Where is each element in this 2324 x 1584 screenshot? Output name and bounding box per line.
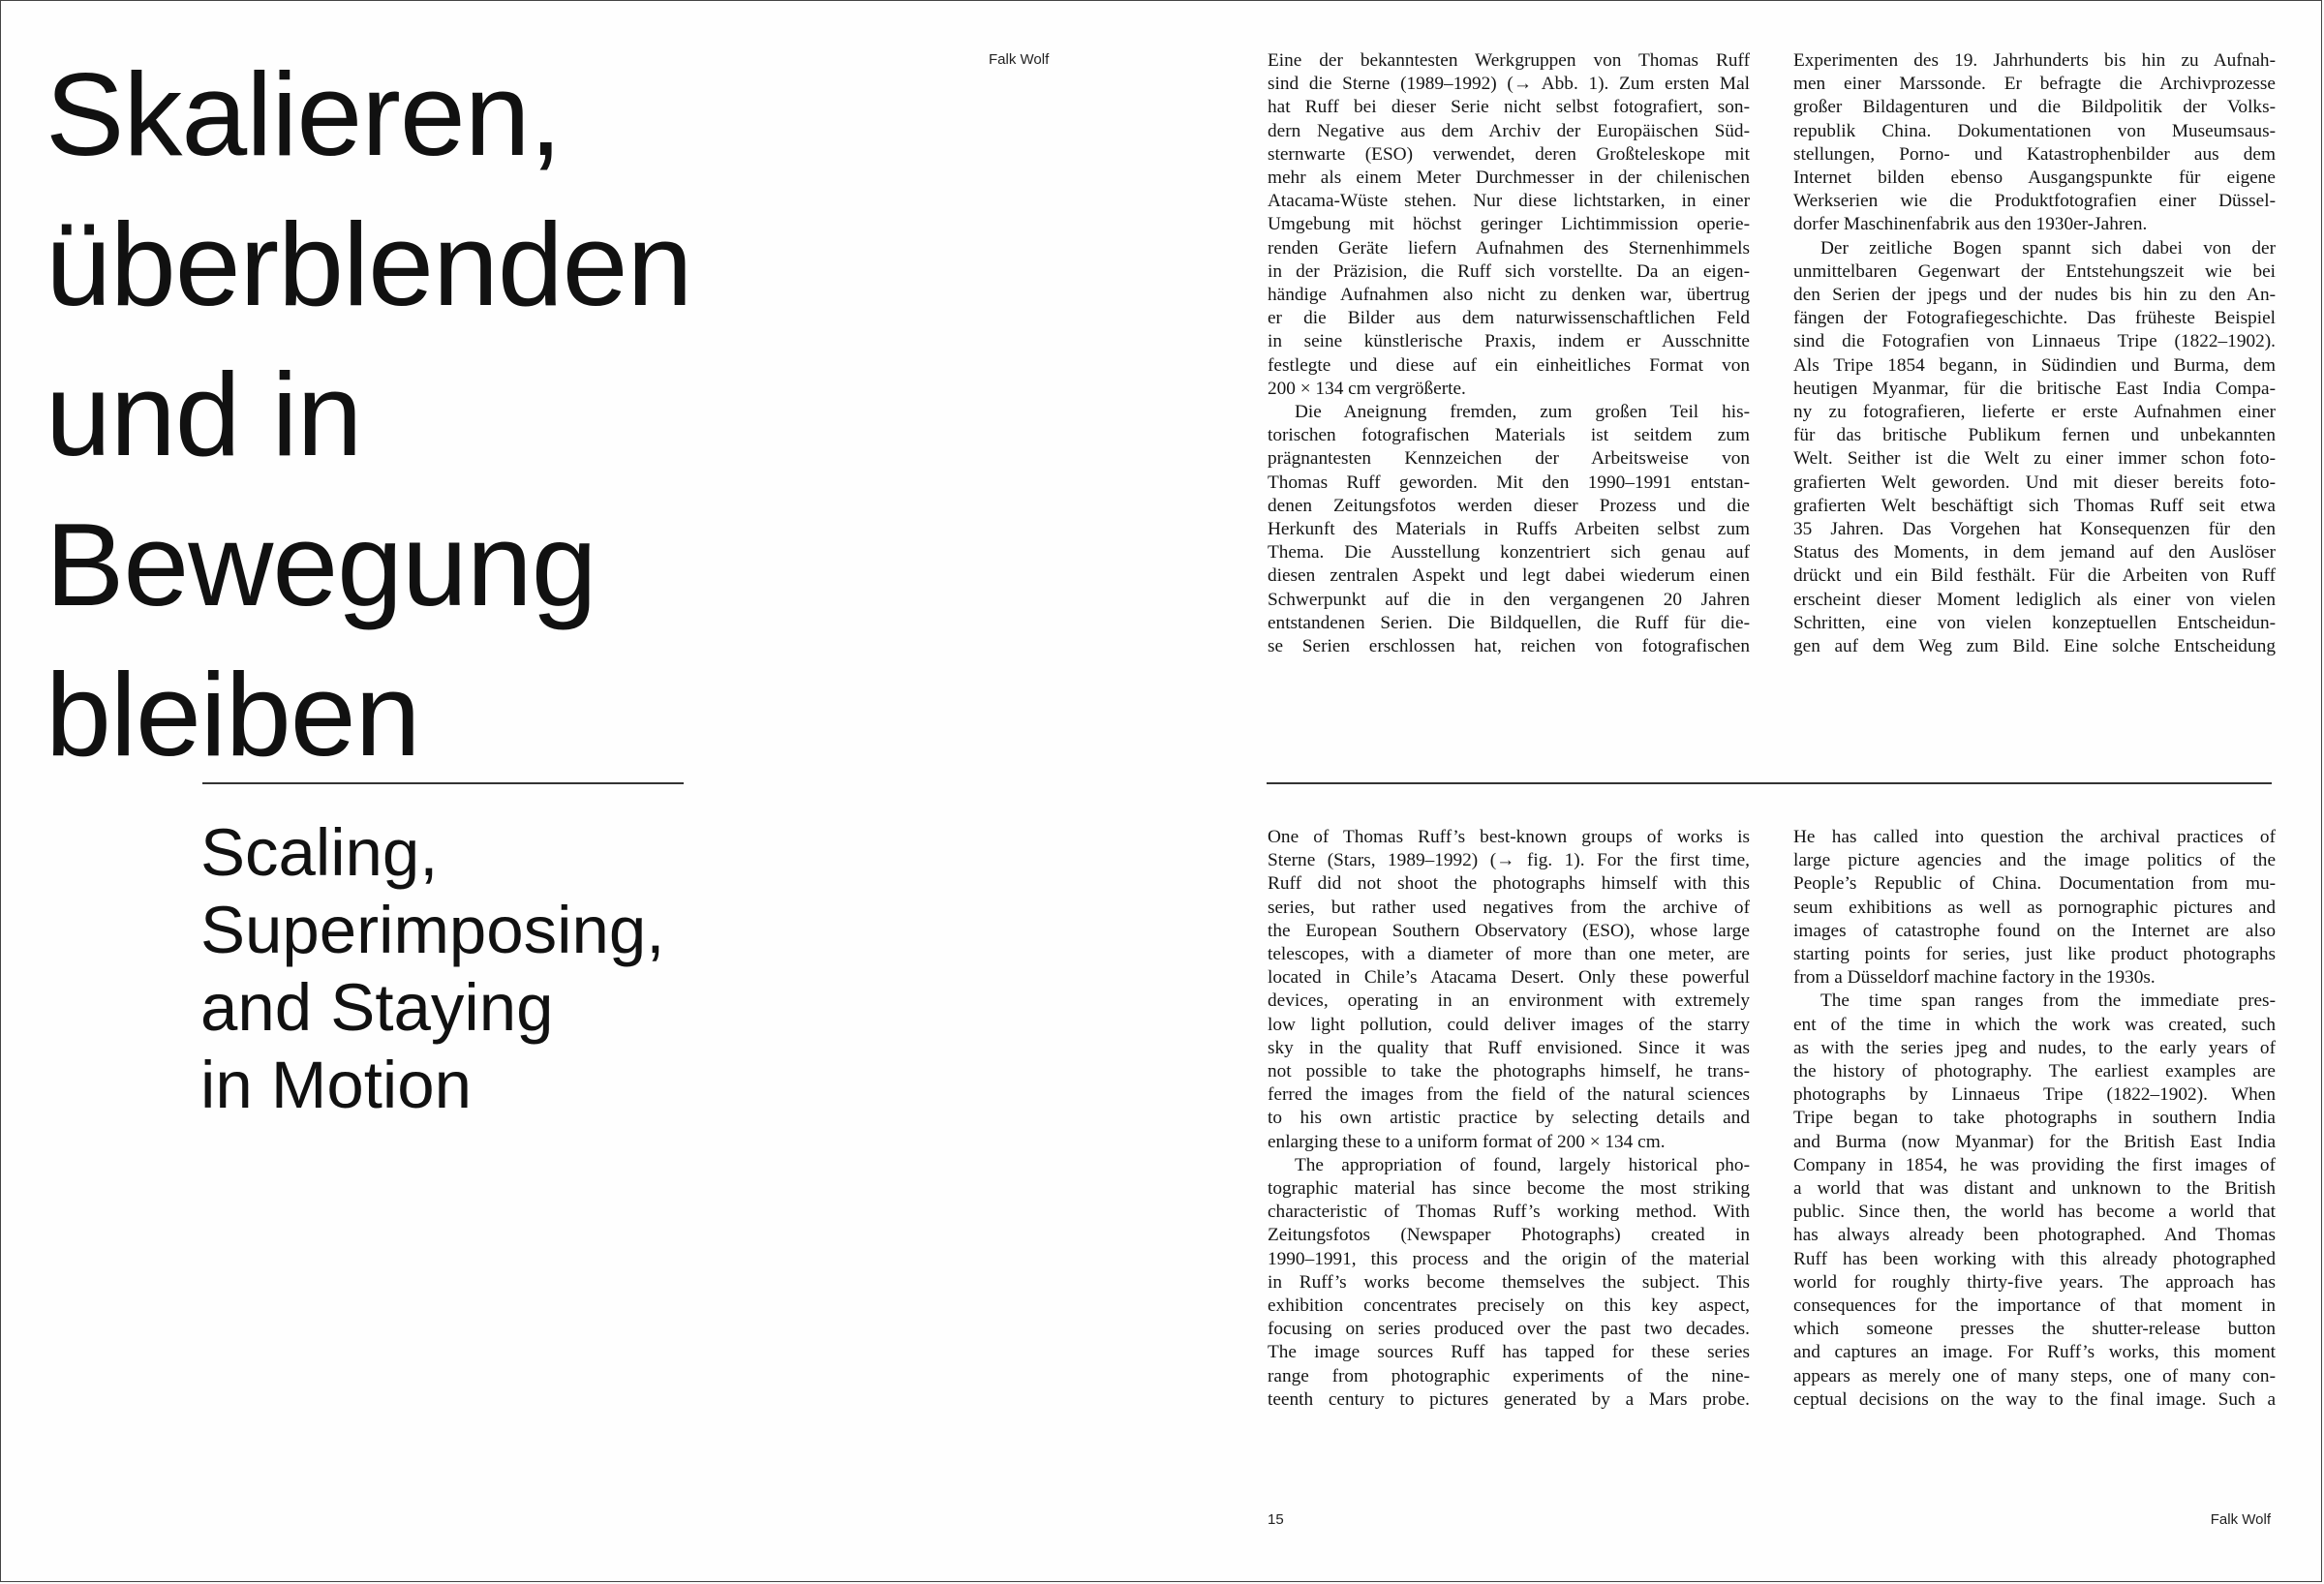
text-line: Schwerpunkt auf die in den vergangenen 20 Jahren [1268, 589, 1750, 610]
text-line: se Serien erschlossen hat, reichen von fotografischen [1268, 636, 1750, 657]
text-line: Company in 1854, he was providing the first images of [1793, 1154, 2276, 1175]
text-line: Thema. Die Ausstellung konzentriert sich genau auf [1268, 542, 1750, 564]
text-line: public. Since then, the world has become a world that [1793, 1202, 2276, 1223]
text-line: denen Zeitungsfotos werden dieser Prozess und die [1268, 495, 1750, 516]
text-line: Als Tripe 1854 begann, in Südindien und Burma, dem [1793, 354, 2276, 376]
text-line: tographic material has since become the most striking [1268, 1178, 1750, 1200]
text-line: festlegte und diese auf ein einheitliches Format von [1268, 354, 1750, 376]
text-line: photographs by Linnaeus Tripe (1822–1902). When [1793, 1084, 2276, 1106]
author-footer: Falk Wolf [2210, 1511, 2271, 1528]
text-line: Der zeitliche Bogen spannt sich dabei von der [1820, 237, 2276, 259]
text-line: für das britische Publikum fernen und unbekannten [1793, 425, 2276, 446]
text-line: devices, operating in an environment with extremely [1268, 990, 1750, 1012]
text-line: Eine der bekanntesten Werkgruppen von Thomas Ruff [1268, 50, 1750, 71]
text-line: and captures an image. For Ruff’s works, this moment [1793, 1342, 2276, 1363]
text-line: telescopes, with a diameter of more than one meter, are [1268, 944, 1750, 965]
text-line: from a Düsseldorf machine factory in the 1930s. [1793, 967, 2156, 989]
text-line: ferred the images from the field of the natural sciences [1268, 1084, 1750, 1106]
text-line: People’s Republic of China. Documentation from mu- [1793, 873, 2276, 895]
text-line: seum exhibitions as well as pornographic pictures and [1793, 897, 2276, 918]
text-line: erscheint dieser Moment lediglich als einer von vielen [1793, 589, 2276, 610]
text-line: men einer Marssonde. Er befragte die Archivprozesse [1793, 74, 2276, 95]
text-line: großer Bildagenturen und die Bildpolitik der Volks- [1793, 97, 2276, 118]
text-line: torischen fotografischen Materials ist seitdem zum [1268, 425, 1750, 446]
text-line: diesen zentralen Aspekt und legt dabei wiederum einen [1268, 565, 1750, 587]
text-line: in seine künstlerische Praxis, indem er Ausschnitte [1268, 331, 1750, 352]
text-line: The image sources Ruff has tapped for these series [1268, 1342, 1750, 1363]
text-line: fängen der Fotografiegeschichte. Das früheste Beispiel [1793, 308, 2276, 329]
text-line: range from photographic experiments of the nine- [1268, 1365, 1750, 1386]
text-line: Experimenten des 19. Jahrhunderts bis hin zu Aufnah- [1793, 50, 2276, 71]
title-german-line: Skalieren, [46, 48, 562, 180]
text-line: Die Aneignung fremden, zum großen Teil his- [1295, 402, 1750, 423]
text-line: hat Ruff bei dieser Serie nicht selbst fotografiert, son- [1268, 97, 1750, 118]
text-line: grafierten Welt geworden. Und mit dieser bereits foto- [1793, 472, 2276, 493]
text-line: and Burma (now Myanmar) for the British East India [1793, 1131, 2276, 1152]
text-line: sternwarte (ESO) verwendet, deren Großteleskope mit [1268, 143, 1750, 165]
text-line: Atacama-Wüste stehen. Nur diese lichtstarken, in einer [1268, 191, 1750, 212]
text-line: characteristic of Thomas Ruff’s working method. With [1268, 1202, 1750, 1223]
text-line: the European Southern Observatory (ESO), whose large [1268, 920, 1750, 941]
text-line: grafierten Welt beschäftigt sich Thomas Ruff seit etwa [1793, 495, 2276, 516]
title-english-line: in Motion [200, 1048, 472, 1122]
text-column-german-2 [1793, 49, 2276, 658]
title-english-line: Superimposing, [200, 893, 665, 967]
title-german-line: Bewegung [46, 499, 596, 630]
text-line: in Ruff’s works become themselves the subject. This [1268, 1271, 1750, 1293]
text-line: appears as merely one of many steps, one of many con- [1793, 1365, 2276, 1386]
text-line: a world that was distant and unknown to the British [1793, 1178, 2276, 1200]
text-line: starting points for series, just like product photographs [1793, 944, 2276, 965]
text-line: sind die Sterne (1989–1992) (→ Abb. 1). Zum ersten Mal [1268, 74, 1750, 95]
divider-rule-right [1267, 782, 2272, 784]
text-line: 200 × 134 cm vergrößerte. [1268, 378, 1466, 399]
text-line: Werkserien wie die Produktfotografien einer Düssel- [1793, 191, 2276, 212]
text-line: gen auf dem Weg zum Bild. Eine solche Entscheidung [1793, 636, 2276, 657]
author-header: Falk Wolf [989, 51, 1050, 68]
text-line: in der Präzision, die Ruff sich vorstellte. Da an eigen- [1268, 260, 1750, 282]
text-line: not possible to take the photographs himself, he trans- [1268, 1061, 1750, 1082]
title-english [200, 814, 936, 1124]
text-line: heutigen Myanmar, für die britische East India Compa- [1793, 378, 2276, 399]
text-line: Ruff has been working with this already photographed [1793, 1248, 2276, 1269]
text-line: Schritten, eine von vielen konzeptuellen Entscheidun- [1793, 612, 2276, 633]
text-line: One of Thomas Ruff’s best-known groups of works is [1268, 827, 1750, 847]
text-line: to his own artistic practice by selecting details and [1268, 1108, 1750, 1129]
divider-rule-left [202, 782, 684, 784]
text-line: as with the series jpeg and nudes, to the early years of [1793, 1037, 2276, 1058]
text-line: exhibition concentrates precisely on this key aspect, [1268, 1295, 1750, 1317]
text-line: Herkunft des Materials in Ruffs Arbeiten selbst zum [1268, 519, 1750, 540]
text-line: drückt und ein Bild festhält. Für die Arbeiten von Ruff [1793, 565, 2276, 587]
text-line: has always already been photographed. And Thomas [1793, 1225, 2276, 1246]
text-column-english-2 [1793, 826, 2276, 1412]
title-english-line: Scaling, [200, 815, 439, 890]
text-line: Internet bilden ebenso Ausgangspunkte für eigene [1793, 168, 2276, 189]
text-line: stellungen, Porno- und Katastrophenbilder aus dem [1793, 143, 2276, 165]
text-line: dorfer Maschinenfabrik aus den 1930er-Jahren. [1793, 214, 2148, 235]
text-line: mehr als einem Meter Durchmesser in der chilenischen [1268, 168, 1750, 189]
title-german-line: bleiben [46, 649, 420, 780]
text-line: located in Chile’s Atacama Desert. Only these powerful [1268, 967, 1750, 989]
text-line: prägnantesten Kennzeichen der Arbeitsweise von [1268, 448, 1750, 470]
text-line: dern Negative aus dem Archiv der Europäischen Süd- [1268, 120, 1750, 141]
text-line: Umgebung mit höchst geringer Lichtimmission operie- [1268, 214, 1750, 235]
text-line: ceptual decisions on the way to the final image. Such a [1793, 1388, 2276, 1410]
text-line: The time span ranges from the immediate pres- [1820, 990, 2276, 1012]
text-line: den Serien der jpegs und der nudes bis hin zu den An- [1793, 285, 2276, 306]
text-line: low light pollution, could deliver images of the starry [1268, 1014, 1750, 1035]
text-column-english-1 [1268, 826, 1750, 1412]
text-line: large picture agencies and the image politics of the [1793, 850, 2276, 871]
text-line: ny zu fotografieren, lieferte er erste Aufnahmen einer [1793, 402, 2276, 423]
title-german [46, 40, 1014, 790]
text-line: er die Bilder aus dem naturwissenschaftlichen Feld [1268, 308, 1750, 329]
text-line: 1990–1991, this process and the origin of the material [1268, 1248, 1750, 1269]
text-line: Ruff did not shoot the photographs himself with this [1268, 873, 1750, 895]
text-line: which someone presses the shutter-release button [1793, 1319, 2276, 1340]
text-line: sind die Fotografien von Linnaeus Tripe (1822–1902). [1793, 331, 2276, 352]
text-line: Status des Moments, in dem jemand auf den Auslöser [1793, 542, 2276, 564]
text-line: 35 Jahren. Das Vorgehen hat Konsequenzen für den [1793, 519, 2276, 540]
text-column-german-1 [1268, 49, 1750, 658]
text-line: consequences for the importance of that moment in [1793, 1295, 2276, 1317]
text-line: Tripe began to take photographs in southern India [1793, 1108, 2276, 1129]
title-german-line: und in [46, 349, 362, 480]
text-line: teenth century to pictures generated by a Mars probe. [1268, 1388, 1750, 1410]
text-line: Thomas Ruff geworden. Mit den 1990–1991 entstan- [1268, 472, 1750, 493]
text-line: enlarging these to a uniform format of 200 × 134 cm. [1268, 1131, 1666, 1152]
text-line: renden Geräte liefern Aufnahmen des Sternenhimmels [1268, 237, 1750, 259]
text-line: Zeitungsfotos (Newspaper Photographs) created in [1268, 1225, 1750, 1246]
text-line: the history of photography. The earliest examples are [1793, 1061, 2276, 1082]
text-line: series, but rather used negatives from the archive of [1268, 897, 1750, 918]
text-line: unmittelbaren Gegenwart der Entstehungszeit wie bei [1793, 260, 2276, 282]
text-line: The appropriation of found, largely historical pho- [1295, 1154, 1750, 1175]
text-line: Sterne (Stars, 1989–1992) (→ fig. 1). For the first time, [1268, 850, 1750, 871]
text-line: images of catastrophe found on the Internet are also [1793, 920, 2276, 941]
text-line: entstandenen Serien. Die Bildquellen, die Ruff für die- [1268, 612, 1750, 633]
title-german-line: überblenden [46, 198, 692, 330]
text-line: ent of the time in which the work was created, such [1793, 1014, 2276, 1035]
page-number: 15 [1268, 1511, 1284, 1528]
title-english-line: and Staying [200, 970, 554, 1045]
text-line: He has called into question the archival practices of [1793, 827, 2276, 847]
text-line: focusing on series produced over the past two decades. [1268, 1319, 1750, 1340]
text-line: händige Aufnahmen also nicht zu denken war, übertrug [1268, 285, 1750, 306]
text-line: sky in the quality that Ruff envisioned. Since it was [1268, 1037, 1750, 1058]
text-line: republik China. Dokumentationen von Museumsaus- [1793, 120, 2276, 141]
text-line: Welt. Seither ist die Welt zu einer immer schon foto- [1793, 448, 2276, 470]
text-line: world for roughly thirty-five years. The approach has [1793, 1271, 2276, 1293]
